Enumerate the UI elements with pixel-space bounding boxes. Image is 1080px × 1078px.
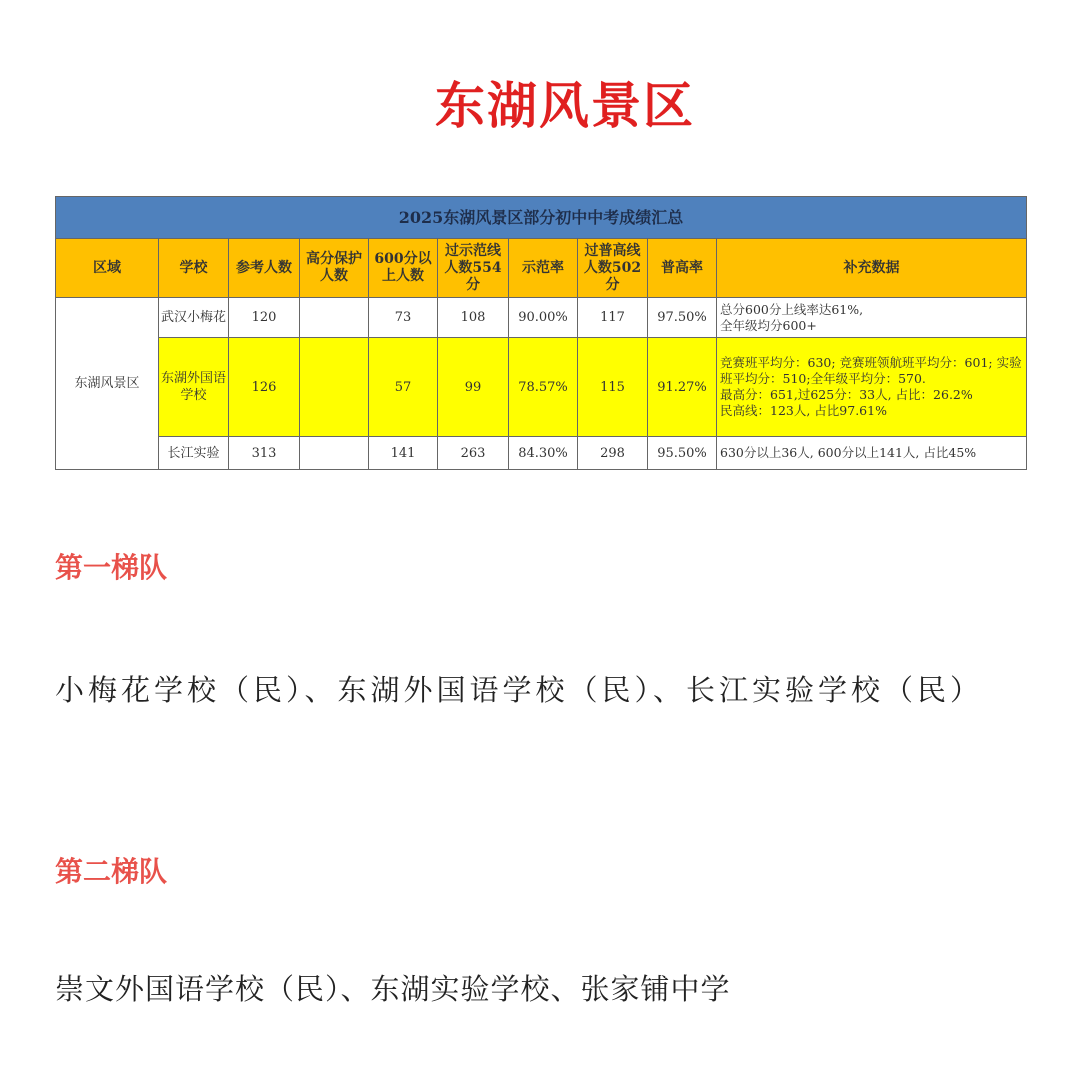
- tier-2-heading: 第二梯队: [55, 855, 168, 888]
- tier-1-schools: 小梅花学校（民）、东湖外国语学校（民）、长江实验学校（民）: [55, 673, 984, 707]
- participants-count: 313: [229, 437, 300, 470]
- general-rate: 97.50%: [648, 298, 717, 338]
- above600-count: 141: [369, 437, 438, 470]
- header-model-rate: 示范率: [509, 239, 578, 298]
- general-line-count: 298: [578, 437, 648, 470]
- general-rate: 91.27%: [648, 338, 717, 437]
- general-line-count: 117: [578, 298, 648, 338]
- model-line-count: 263: [438, 437, 509, 470]
- school-name: 长江实验: [159, 437, 229, 470]
- header-model-line: 过示范线人数554分: [438, 239, 509, 298]
- above600-count: 57: [369, 338, 438, 437]
- protected-count: [300, 437, 369, 470]
- model-rate: 90.00%: [509, 298, 578, 338]
- model-rate: 78.57%: [509, 338, 578, 437]
- table-header-row: [56, 239, 1027, 298]
- general-line-count: 115: [578, 338, 648, 437]
- header-general-line: 过普高线人数502分: [578, 239, 648, 298]
- protected-count: [300, 298, 369, 338]
- notes-cell: 630分以上36人, 600分以上141人, 占比45%: [717, 437, 1027, 470]
- header-school: 学校: [159, 239, 229, 298]
- region-cell: 东湖风景区: [56, 298, 159, 470]
- table-row: [56, 338, 1027, 437]
- tier-2-schools: 崇文外国语学校（民）、东湖实验学校、张家铺中学: [55, 972, 731, 1006]
- model-line-count: 108: [438, 298, 509, 338]
- tier-1-heading: 第一梯队: [55, 551, 168, 584]
- notes-cell: 竞赛班平均分：630; 竞赛班领航班平均分：601; 实验班平均分：510;全年级平均分：570. 最高分：651,过625分：33人, 占比：26.2% 民高线：123人, 占比97.61%: [717, 338, 1027, 437]
- participants-count: 126: [229, 338, 300, 437]
- header-participants: 参考人数: [229, 239, 300, 298]
- general-rate: 95.50%: [648, 437, 717, 470]
- model-rate: 84.30%: [509, 437, 578, 470]
- model-line-count: 99: [438, 338, 509, 437]
- page-title: 东湖风景区: [435, 77, 695, 135]
- participants-count: 120: [229, 298, 300, 338]
- header-general-rate: 普高率: [648, 239, 717, 298]
- header-above600: 600分以上人数: [369, 239, 438, 298]
- table-caption: 2025东湖风景区部分初中中考成绩汇总: [56, 197, 1027, 239]
- header-notes: 补充数据: [717, 239, 1027, 298]
- table-row: [56, 437, 1027, 470]
- header-protected: 高分保护人数: [300, 239, 369, 298]
- protected-count: [300, 338, 369, 437]
- score-summary-table: [55, 196, 1027, 470]
- school-name: 武汉小梅花: [159, 298, 229, 338]
- school-name: 东湖外国语学校: [159, 338, 229, 437]
- table-row: [56, 298, 1027, 338]
- notes-cell: 总分600分上线率达61%, 全年级均分600+: [717, 298, 1027, 338]
- table-caption-row: [56, 197, 1027, 239]
- above600-count: 73: [369, 298, 438, 338]
- header-region: 区域: [56, 239, 159, 298]
